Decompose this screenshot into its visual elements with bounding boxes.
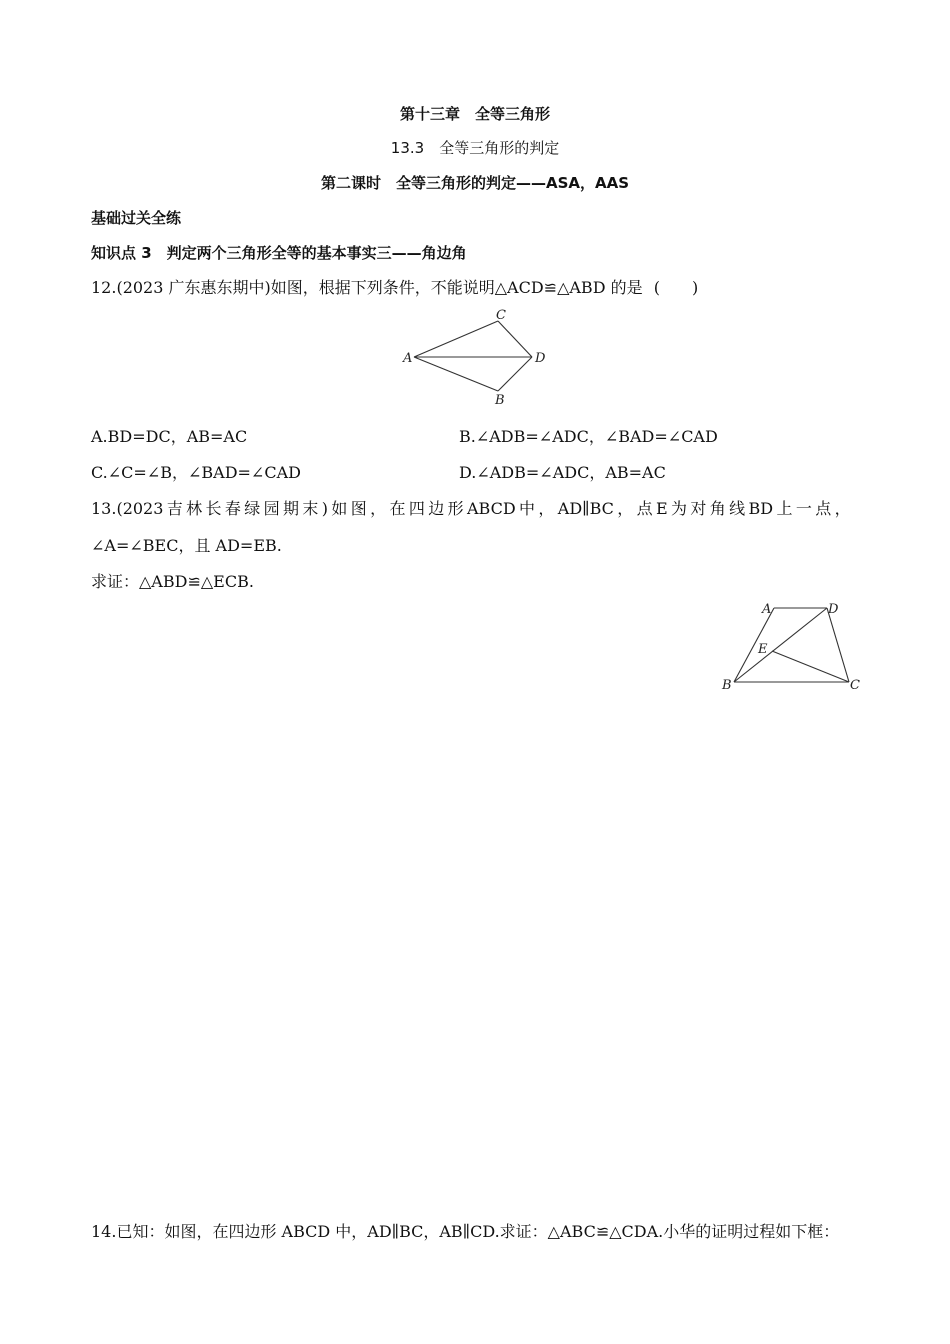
q12-figure xyxy=(400,306,560,406)
q13-prove: 求证：△ABD≌△ECB. xyxy=(91,572,254,591)
q13-line1-token: 末 xyxy=(302,499,319,518)
q13-line1-token: 四 xyxy=(408,499,425,518)
q13-line1-token: 在 xyxy=(389,499,406,518)
lesson-title: 第二课时 全等三角形的判定——ASA，AAS xyxy=(320,174,630,192)
q13-line1-token: 春 xyxy=(224,499,241,518)
q13-line1-token: 一 xyxy=(795,499,812,518)
q14-stem: 14.已知：如图，在四边形 ABCD 中，AD∥BC，AB∥CD.求证：△ABC≌△CDA.小华的证明过程如下框： xyxy=(91,1222,840,1241)
q12-option-a[interactable]: A.BD=DC，AB=AC xyxy=(91,427,248,446)
segment-bd xyxy=(734,608,827,682)
segment-ec xyxy=(772,651,849,682)
segment-ac xyxy=(414,321,498,357)
q12-option-d[interactable]: D.∠ADB=∠ADC，AB=AC xyxy=(459,463,666,482)
label-b: B xyxy=(722,678,732,693)
q13-line1-token: 对 xyxy=(690,499,707,518)
q13-line1-token: 边 xyxy=(428,499,445,518)
q12-option-b[interactable]: B.∠ADB=∠ADC，∠BAD=∠CAD xyxy=(459,427,718,446)
q13-line1-token: 长 xyxy=(205,499,222,518)
label-d: D xyxy=(535,351,546,366)
q13-stem-line2: ∠A=∠BEC，且 AD=EB. xyxy=(91,536,282,555)
q13-line1-token: E xyxy=(655,499,668,518)
label-a: A xyxy=(762,602,772,617)
q13-line1-token: 如 xyxy=(331,499,348,518)
q13-line1-token: 角 xyxy=(709,499,726,518)
q13-line1-token: 上 xyxy=(776,499,793,518)
segment-cd xyxy=(498,321,532,357)
q13-line1-token: 中 xyxy=(519,499,536,518)
q13-line1-token: ABCD xyxy=(467,499,516,518)
q13-figure xyxy=(716,598,866,693)
knowledge-point: 知识点 3 判定两个三角形全等的基本事实三——角边角 xyxy=(91,244,467,262)
segment-bd xyxy=(498,357,532,391)
q13-line1-token: 绿 xyxy=(244,499,261,518)
segment-ab xyxy=(734,608,774,682)
q13-line1-token: 线 xyxy=(729,499,746,518)
q13-line1-token: 园 xyxy=(263,499,280,518)
q13-line1-token: 期 xyxy=(283,499,300,518)
label-a: A xyxy=(403,351,413,366)
segment-ab xyxy=(414,357,498,391)
q13-line1-token: 吉 xyxy=(166,499,183,518)
answer-blank[interactable]: ( ) xyxy=(653,278,699,297)
q13-stem-line1 xyxy=(91,499,851,519)
label-c: C xyxy=(850,678,860,693)
q13-line1-token: BD xyxy=(748,499,774,518)
chapter-title: 第十三章 全等三角形 xyxy=(399,105,550,123)
label-d: D xyxy=(828,602,839,617)
q13-line1-token: ， xyxy=(617,499,634,518)
q13-line1-token: 形 xyxy=(447,499,464,518)
q12-stem: 12.(2023 广东惠东期中)如图，根据下列条件，不能说明△ACD≌△ABD 的是 ( ) xyxy=(91,278,699,297)
q13-line1-token: 点 xyxy=(815,499,832,518)
practice-heading: 基础过关全练 xyxy=(91,209,182,227)
section-title: 13.3 全等三角形的判定 xyxy=(390,139,560,157)
q13-line1-token: 13.(2023 xyxy=(91,499,164,518)
q13-line1-token: AD∥BC xyxy=(557,499,614,518)
label-e: E xyxy=(758,642,768,657)
label-b: B xyxy=(495,393,505,406)
q12-option-c[interactable]: C.∠C=∠B，∠BAD=∠CAD xyxy=(91,463,301,482)
q13-line1-token: 图 xyxy=(350,499,367,518)
label-c: C xyxy=(496,308,506,323)
q13-line1-token: 林 xyxy=(186,499,203,518)
segment-dc xyxy=(827,608,849,682)
q13-line1-token: ， xyxy=(370,499,387,518)
q13-line1-token: 为 xyxy=(671,499,688,518)
q13-line1-token: ， xyxy=(538,499,555,518)
q13-line1-token: 点 xyxy=(636,499,653,518)
q13-line1-token: ) xyxy=(321,499,329,518)
q13-line1-token: ， xyxy=(834,499,851,518)
